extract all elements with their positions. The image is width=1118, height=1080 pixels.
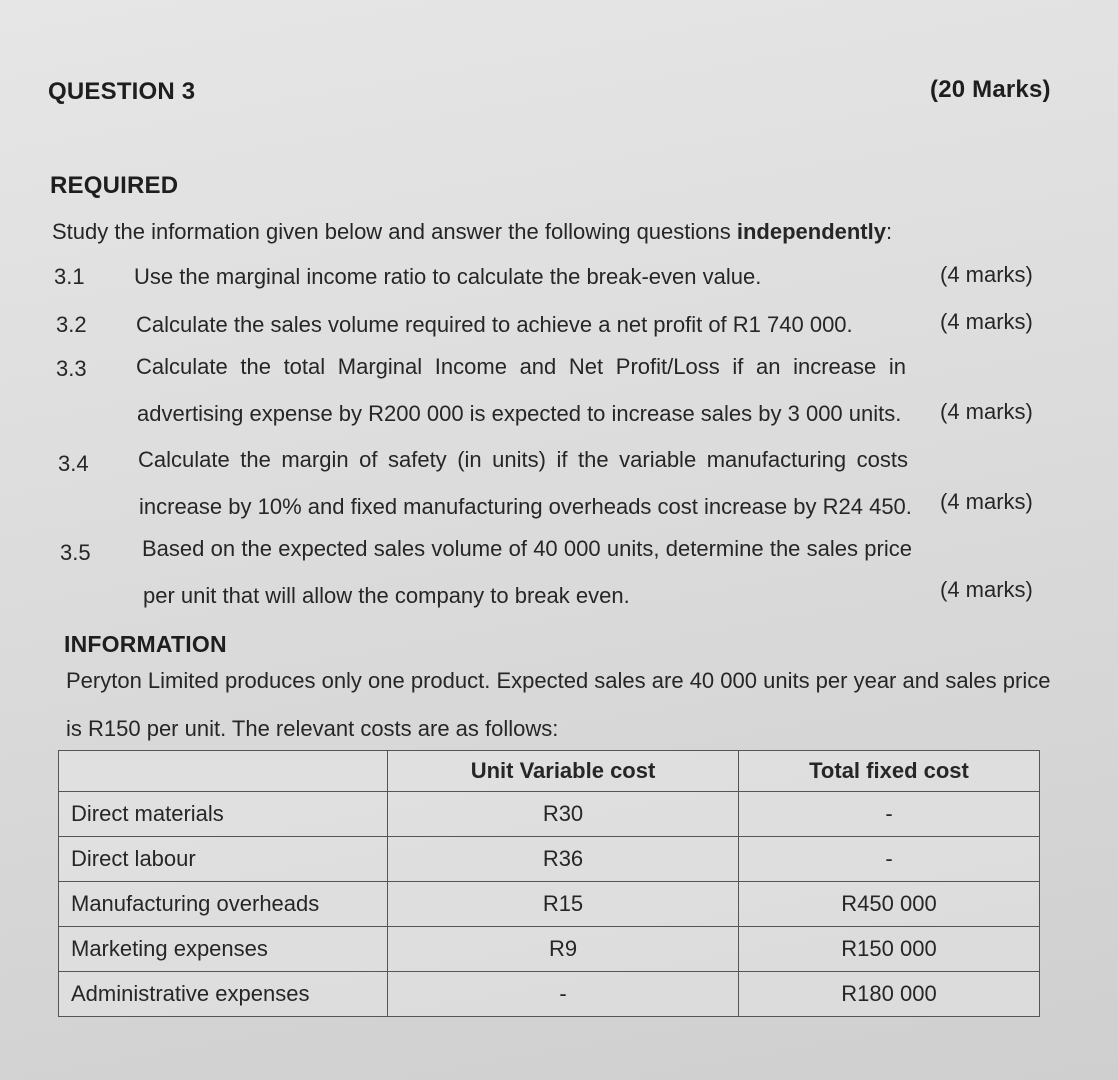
question-marks: (4 marks) bbox=[940, 577, 1033, 602]
intro-emphasis: independently bbox=[736, 219, 886, 244]
table-row bbox=[59, 837, 1040, 882]
question-marks: (4 marks) bbox=[940, 309, 1033, 334]
intro-text: Study the information given below and answer the following questions bbox=[52, 219, 737, 244]
question-text: Calculate the sales volume required to achieve a net profit of R1 740 000. bbox=[136, 312, 853, 337]
header-cell-empty bbox=[59, 751, 388, 792]
table-row bbox=[59, 792, 1040, 837]
information-heading: INFORMATION bbox=[64, 631, 227, 657]
question-text: Calculate the margin of safety (in units) if the variable manufacturing costs bbox=[138, 447, 908, 472]
total-fixed-cost: R150 000 bbox=[739, 927, 1040, 972]
table-row bbox=[59, 927, 1040, 972]
total-marks: (20 Marks) bbox=[930, 76, 1051, 103]
question-number: 3.4 bbox=[58, 451, 89, 476]
total-fixed-cost: - bbox=[739, 792, 1040, 837]
information-text-line-1: Peryton Limited produces only one product. Expected sales are 40 000 units per year and sales price bbox=[66, 668, 1051, 693]
intro-end: : bbox=[885, 219, 893, 244]
header-unit-variable-cost: Unit Variable cost bbox=[388, 751, 739, 792]
question-marks: (4 marks) bbox=[940, 489, 1033, 514]
question-text: Based on the expected sales volume of 40 000 units, determine the sales price bbox=[142, 536, 912, 561]
unit-variable-cost: R36 bbox=[388, 837, 739, 882]
question-text: per unit that will allow the company to break even. bbox=[143, 583, 630, 608]
question-number: 3.1 bbox=[54, 264, 85, 289]
cost-item-label: Marketing expenses bbox=[59, 927, 388, 972]
question-text: increase by 10% and fixed manufacturing overheads cost increase by R24 450. bbox=[139, 494, 912, 519]
required-intro bbox=[52, 219, 892, 245]
total-fixed-cost: - bbox=[739, 837, 1040, 882]
cost-item-label: Direct materials bbox=[59, 792, 388, 837]
question-title: QUESTION 3 bbox=[48, 78, 196, 105]
cost-item-label: Direct labour bbox=[59, 837, 388, 882]
cost-item-label: Manufacturing overheads bbox=[59, 882, 388, 927]
total-fixed-cost: R180 000 bbox=[739, 972, 1040, 1017]
cost-table bbox=[58, 750, 1040, 1017]
question-number: 3.3 bbox=[56, 356, 87, 381]
question-number: 3.5 bbox=[60, 540, 91, 565]
total-fixed-cost: R450 000 bbox=[739, 882, 1040, 927]
unit-variable-cost: R9 bbox=[388, 927, 739, 972]
unit-variable-cost: R30 bbox=[388, 792, 739, 837]
question-number: 3.2 bbox=[56, 312, 87, 337]
unit-variable-cost: R15 bbox=[388, 882, 739, 927]
question-text: Use the marginal income ratio to calculate the break-even value. bbox=[134, 264, 762, 289]
required-heading: REQUIRED bbox=[50, 172, 179, 199]
question-text: Calculate the total Marginal Income and Net Profit/Loss if an increase in bbox=[136, 354, 906, 379]
table-row bbox=[59, 882, 1040, 927]
table-row bbox=[59, 972, 1040, 1017]
information-text-line-2: is R150 per unit. The relevant costs are as follows: bbox=[66, 716, 559, 741]
table-header-row bbox=[59, 751, 1040, 792]
question-marks: (4 marks) bbox=[940, 399, 1033, 424]
question-marks: (4 marks) bbox=[940, 262, 1033, 287]
unit-variable-cost: - bbox=[388, 972, 739, 1017]
question-text: advertising expense by R200 000 is expected to increase sales by 3 000 units. bbox=[137, 401, 902, 426]
cost-item-label: Administrative expenses bbox=[59, 972, 388, 1017]
header-total-fixed-cost: Total fixed cost bbox=[739, 751, 1040, 792]
